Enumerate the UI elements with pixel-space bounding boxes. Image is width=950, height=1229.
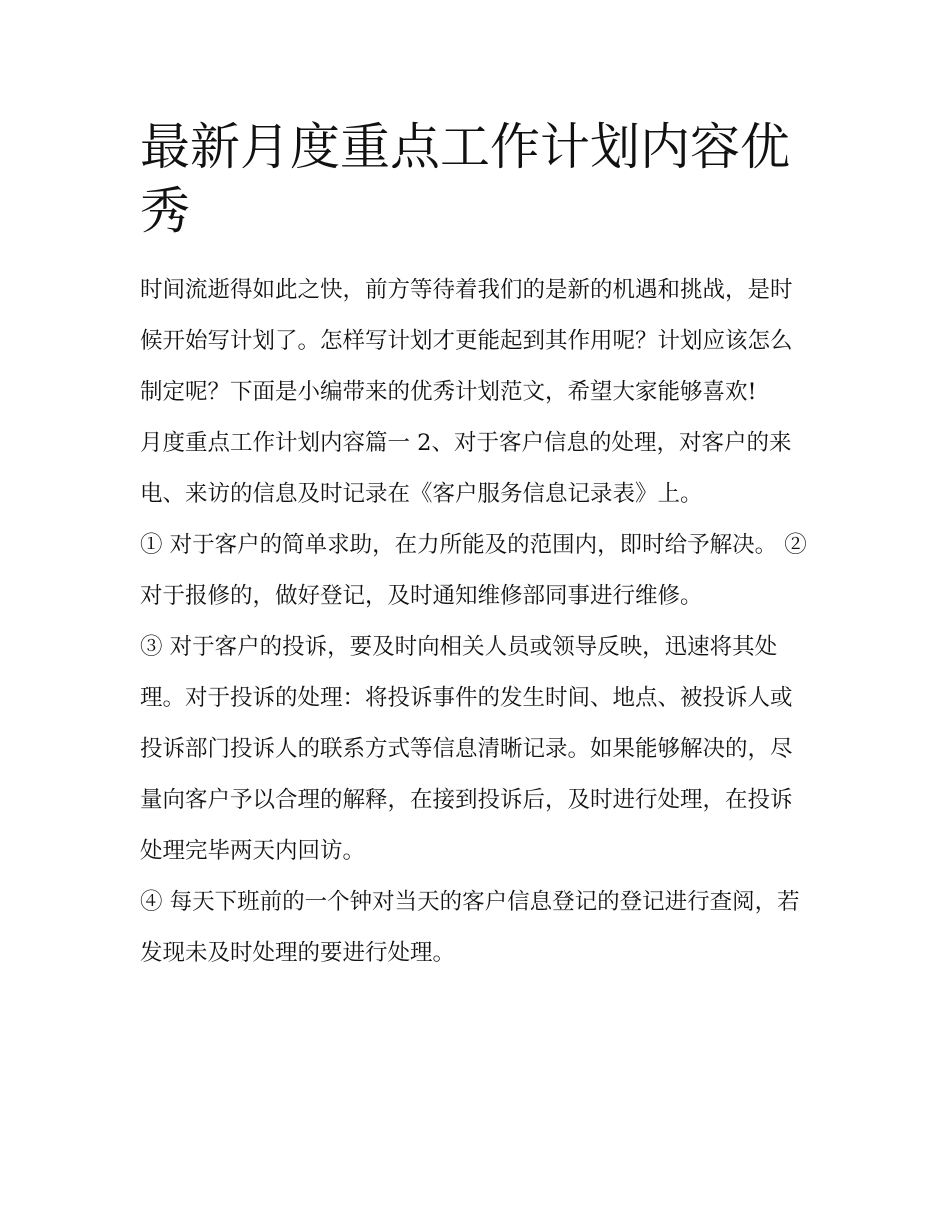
- paragraph-section-one: 月度重点工作计划内容篇一 2、对于客户信息的处理，对客户的来电、来访的信息及时记录在《客户服务信息记录表》上。: [140, 430, 792, 507]
- paragraph-intro: 时间流逝得如此之快，前方等待着我们的是新的机遇和挑战，是时候开始写计划了。怎样写计划才更能起到其作用呢？计划应该怎么制定呢？下面是小编带来的优秀计划范文，希望大家能够喜欢!: [140, 277, 793, 405]
- document-body: [140, 115, 812, 979]
- paragraph-item-4: ④ 每天下班前的一个钟对当天的客户信息登记的登记进行查阅，若发现未及时处理的要进行处理。: [140, 889, 800, 966]
- paragraph-item-1-2: ① 对于客户的简单求助，在力所能及的范围内，即时给予解决。 ②对于报修的，做好登记，及时通知维修部同事进行维修。: [140, 532, 807, 609]
- page-title: 最新月度重点工作计划内容优秀: [140, 118, 790, 240]
- paragraph-item-3: ③ 对于客户的投诉，要及时向相关人员或领导反映，迅速将其处理。对于投诉的处理：将投诉事件的发生时间、地点、被投诉人或投诉部门投诉人的联系方式等信息清晰记录。如果能够解决的，尽量向客户予以合理的解释，在接到投诉后，及时进行处理，在投诉处理完毕两天内回访。: [140, 634, 793, 864]
